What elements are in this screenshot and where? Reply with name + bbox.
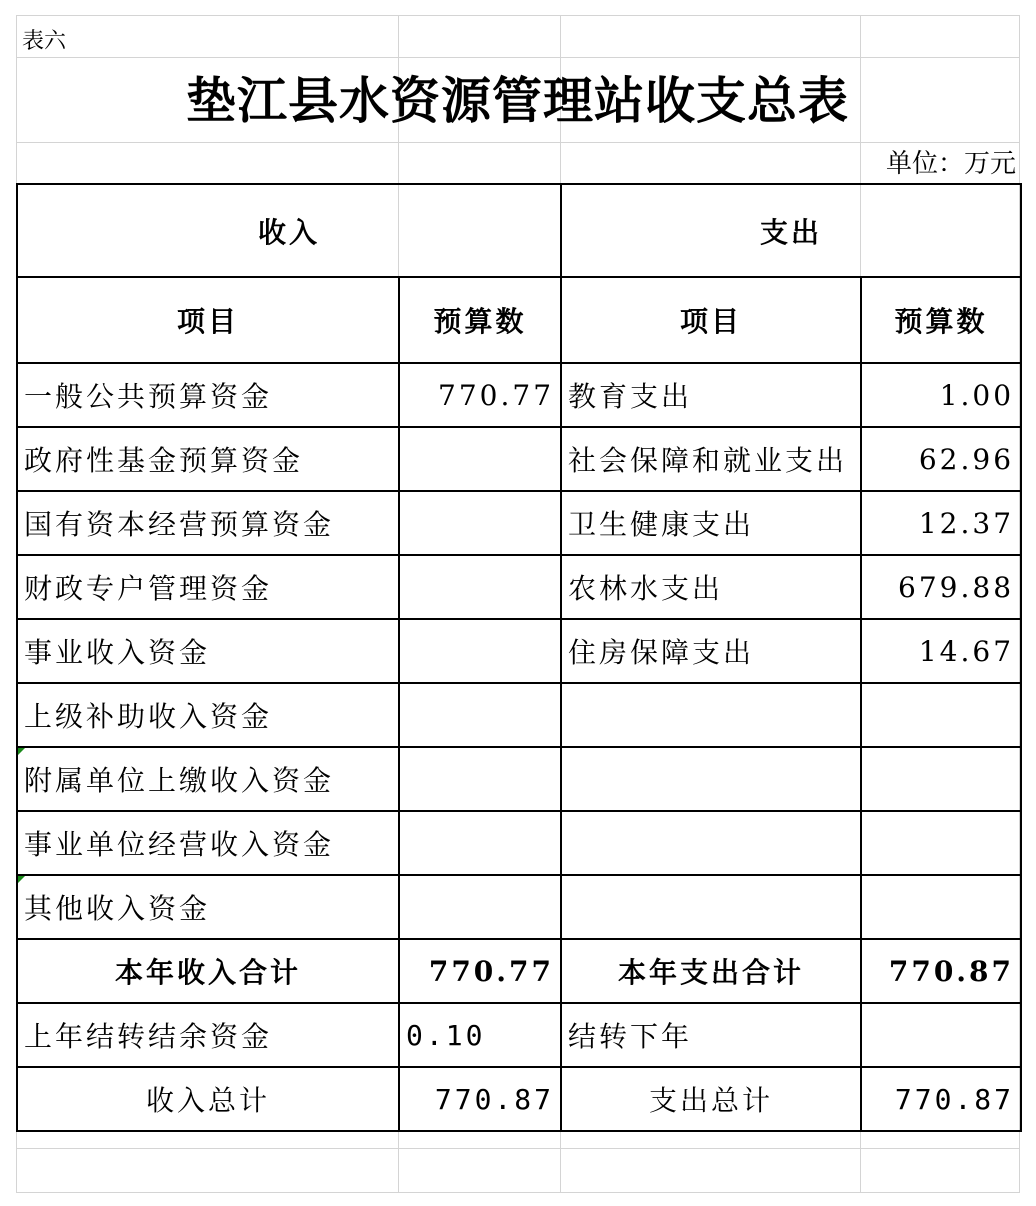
income-subtotal-value: 770.77 bbox=[399, 939, 561, 1003]
expense-value bbox=[861, 747, 1021, 811]
expense-total-label: 支出总计 bbox=[561, 1067, 861, 1131]
expense-item: 教育支出 bbox=[561, 363, 861, 427]
income-total-label: 收入总计 bbox=[17, 1067, 399, 1131]
expense-total-value: 770.87 bbox=[861, 1067, 1021, 1131]
income-item-column-header: 项目 bbox=[17, 277, 399, 363]
table-row bbox=[17, 875, 1021, 939]
expense-item bbox=[561, 747, 861, 811]
expense-item: 农林水支出 bbox=[561, 555, 861, 619]
gridline bbox=[16, 1148, 1020, 1149]
expense-value: 1.00 bbox=[861, 363, 1021, 427]
table-row bbox=[17, 491, 1021, 555]
gridline bbox=[16, 15, 1020, 16]
expense-item: 住房保障支出 bbox=[561, 619, 861, 683]
income-value bbox=[399, 619, 561, 683]
expense-item: 社会保障和就业支出 bbox=[561, 427, 861, 491]
expense-carryover-value bbox=[861, 1003, 1021, 1067]
expense-value: 62.96 bbox=[861, 427, 1021, 491]
expense-value bbox=[861, 811, 1021, 875]
income-value bbox=[399, 747, 561, 811]
income-header: 收入 bbox=[17, 184, 561, 277]
expense-subtotal-value: 770.87 bbox=[861, 939, 1021, 1003]
unit-label: 单位：万元 bbox=[885, 149, 1016, 179]
expense-value bbox=[861, 875, 1021, 939]
table-row bbox=[17, 747, 1021, 811]
income-total-value: 770.87 bbox=[399, 1067, 561, 1131]
income-item: 一般公共预算资金 bbox=[17, 363, 399, 427]
expense-value bbox=[861, 683, 1021, 747]
income-value: 770.77 bbox=[399, 363, 561, 427]
expense-budget-column-header: 预算数 bbox=[861, 277, 1021, 363]
gridline bbox=[16, 57, 1020, 58]
income-value bbox=[399, 683, 561, 747]
income-item: 国有资本经营预算资金 bbox=[17, 491, 399, 555]
income-carryover-value: 0.10 bbox=[399, 1003, 561, 1067]
subtotal-row bbox=[17, 939, 1021, 1003]
income-item: 上级补助收入资金 bbox=[17, 683, 399, 747]
income-subtotal-label: 本年收入合计 bbox=[17, 939, 399, 1003]
table-row bbox=[17, 427, 1021, 491]
income-item: 财政专户管理资金 bbox=[17, 555, 399, 619]
expense-header: 支出 bbox=[561, 184, 1021, 277]
income-value bbox=[399, 811, 561, 875]
income-item: 其他收入资金 bbox=[17, 875, 399, 939]
income-budget-column-header: 预算数 bbox=[399, 277, 561, 363]
table-row bbox=[17, 811, 1021, 875]
income-item: 政府性基金预算资金 bbox=[17, 427, 399, 491]
table-row bbox=[17, 555, 1021, 619]
expense-item bbox=[561, 811, 861, 875]
income-item: 事业收入资金 bbox=[17, 619, 399, 683]
income-value bbox=[399, 427, 561, 491]
table-row bbox=[17, 363, 1021, 427]
table-row bbox=[17, 619, 1021, 683]
sheet-label: 表六 bbox=[22, 29, 67, 54]
page-title: 垫江县水资源管理站收支总表 bbox=[186, 71, 849, 130]
income-value bbox=[399, 555, 561, 619]
carryover-row bbox=[17, 1003, 1021, 1067]
gridline bbox=[16, 142, 1020, 143]
expense-value: 679.88 bbox=[861, 555, 1021, 619]
expense-subtotal-label: 本年支出合计 bbox=[561, 939, 861, 1003]
expense-value: 14.67 bbox=[861, 619, 1021, 683]
total-row bbox=[17, 1067, 1021, 1131]
expense-carryover-label: 结转下年 bbox=[561, 1003, 861, 1067]
expense-item-column-header: 项目 bbox=[561, 277, 861, 363]
income-expense-table bbox=[16, 183, 1022, 1132]
expense-item bbox=[561, 683, 861, 747]
income-carryover-label: 上年结转结余资金 bbox=[17, 1003, 399, 1067]
income-item: 事业单位经营收入资金 bbox=[17, 811, 399, 875]
table-row bbox=[17, 683, 1021, 747]
gridline bbox=[16, 1192, 1020, 1193]
expense-item bbox=[561, 875, 861, 939]
income-item: 附属单位上缴收入资金 bbox=[17, 747, 399, 811]
income-value bbox=[399, 875, 561, 939]
income-value bbox=[399, 491, 561, 555]
expense-value: 12.37 bbox=[861, 491, 1021, 555]
expense-item: 卫生健康支出 bbox=[561, 491, 861, 555]
